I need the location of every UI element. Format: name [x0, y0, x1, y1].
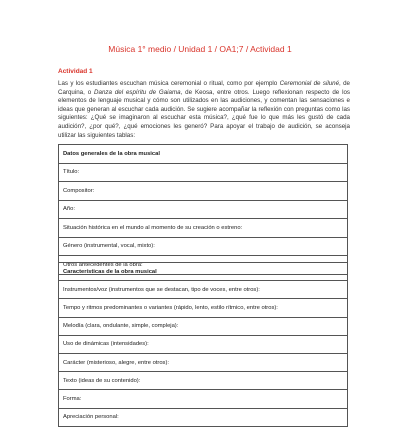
- table-row[interactable]: [59, 353, 348, 371]
- characteristics-header: Características de la obra musical: [59, 263, 348, 281]
- intro-text-3: , de Carquina, o: [58, 80, 350, 96]
- intro-work-title-3: Danza del espíritu de Gaiama: [94, 88, 181, 96]
- composer-field[interactable]: Compositor:: [59, 182, 348, 201]
- intro-work-title-2: siluné: [322, 80, 340, 87]
- table-row[interactable]: [59, 182, 348, 201]
- title-field[interactable]: Título:: [59, 163, 348, 182]
- table-row[interactable]: [59, 317, 348, 335]
- other-background-field[interactable]: Otros antecedentes de la obra:: [59, 256, 348, 275]
- table-row[interactable]: [59, 408, 348, 426]
- intro-text-1: Las y los estudiantes escuchan música ceremonial o ritual, como por ejemplo: [58, 80, 280, 87]
- table-row[interactable]: [59, 390, 348, 408]
- table-header-row: [59, 145, 348, 164]
- characteristics-table: [58, 262, 348, 427]
- historical-situation-field[interactable]: Situación histórica en el mundo al momento de su creación o estreno:: [59, 219, 348, 238]
- table-row[interactable]: [59, 335, 348, 353]
- table-row[interactable]: [59, 237, 348, 256]
- form-field[interactable]: Forma:: [59, 390, 348, 408]
- personal-appreciation-field[interactable]: Apreciación personal:: [59, 408, 348, 426]
- text-field[interactable]: Texto (ideas de su contenido):: [59, 372, 348, 390]
- table-row[interactable]: [59, 281, 348, 299]
- character-field[interactable]: Carácter (misterioso, alegre, entre otros):: [59, 353, 348, 371]
- activity-label: Actividad 1: [58, 68, 93, 75]
- table-header-row: [59, 263, 348, 281]
- intro-text-4: , de Keosa, entre otros. Luego reflexionan respecto de los elementos de lenguaje musical y cómo son utilizados en las audiciones, y comentan las sensaciones e ideas que generan al escuchar cada audición. Se sugiere acompañar la reflexión con preguntas como las siguientes: ¿Qué se imaginaron al escuchar esta música?, ¿qué fue lo que más les gustó de cada audición?, ¿por qué?, ¿qué emociones les generó? Para apoyar el trabajo de audición, se aconseja utilizar las siguientes tablas:: [58, 88, 350, 139]
- general-data-header: Datos generales de la obra musical: [59, 145, 348, 164]
- instruments-voice-field[interactable]: Instrumentos/voz (instrumentos que se destacan, tipo de voces, entre otros):: [59, 281, 348, 299]
- dynamics-field[interactable]: Uso de dinámicas (intensidades):: [59, 335, 348, 353]
- general-data-table: [58, 144, 348, 275]
- year-field[interactable]: Año:: [59, 200, 348, 219]
- table-row[interactable]: [59, 372, 348, 390]
- table-row[interactable]: [59, 219, 348, 238]
- activity-intro: [58, 80, 350, 140]
- intro-work-title-1: Ceremonial de: [279, 80, 321, 87]
- genre-field[interactable]: Género (instrumental, vocal, mixto):: [59, 237, 348, 256]
- table-row[interactable]: [59, 200, 348, 219]
- melody-field[interactable]: Melodía (clara, ondulante, simple, compleja):: [59, 317, 348, 335]
- table-row[interactable]: [59, 163, 348, 182]
- table-row[interactable]: [59, 299, 348, 317]
- page-title: Música 1° medio / Unidad 1 / OA1;7 / Actividad 1: [108, 44, 292, 54]
- tempo-rhythm-field[interactable]: Tempo y ritmos predominantes o variantes (rápido, lento, estilo rítmico, entre otros):: [59, 299, 348, 317]
